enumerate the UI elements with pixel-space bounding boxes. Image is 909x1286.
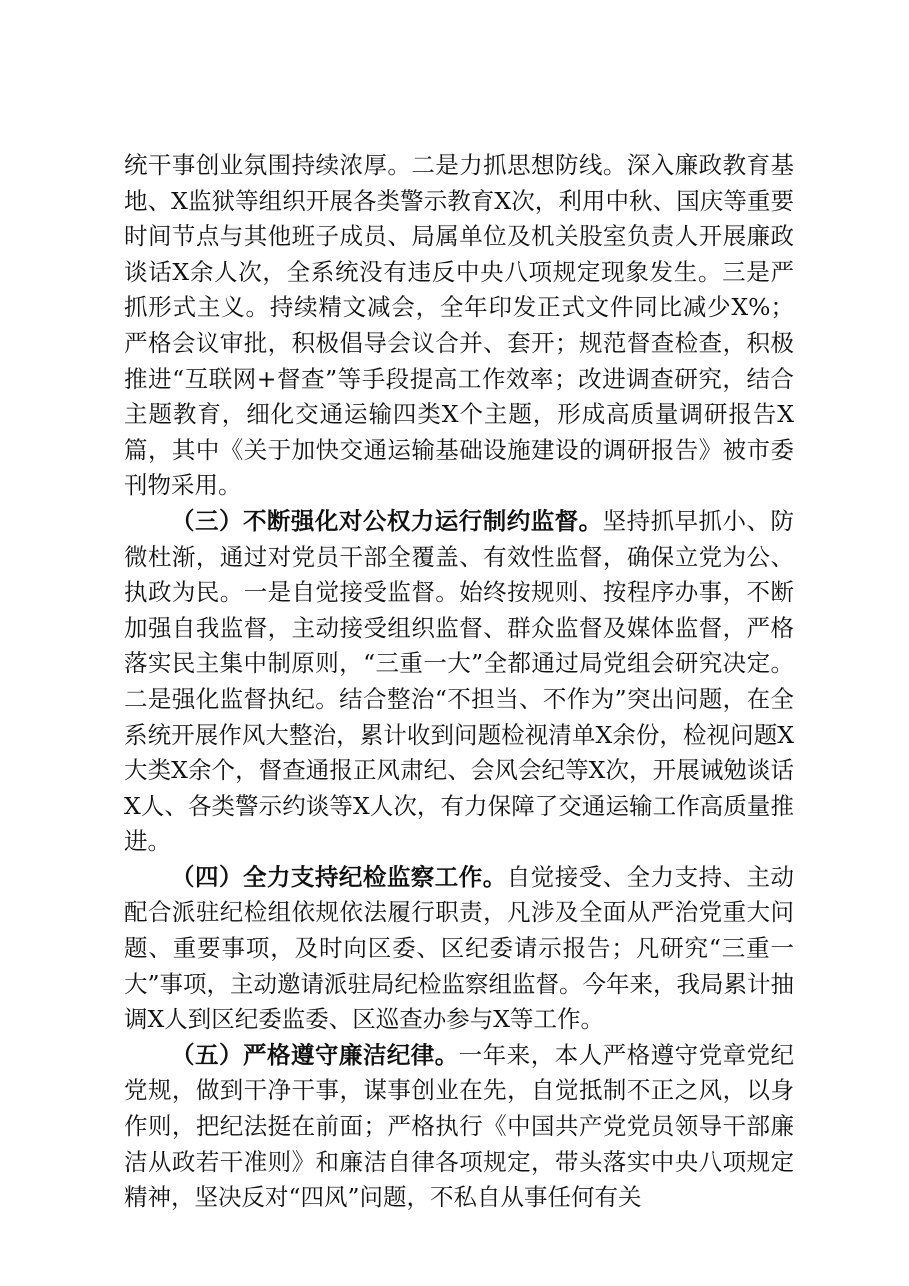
paragraph-body: 自觉接受、全力支持、主动配合派驻纪检组依规依法履行职责，凡涉及全面从严治党重大问题、重要事项，及时向区委、区纪委请示报告；凡研究“三重一大”事项，主动邀请派驻局纪检监察组监督。今年来，我局累计抽调X人到区纪委监委、区巡查办参与X等工作。	[124, 862, 795, 1034]
paragraph-oversight	[124, 504, 794, 860]
paragraph-continuation	[124, 148, 794, 504]
section-heading-5: （五）严格遵守廉洁纪律。	[171, 1040, 459, 1069]
paragraph-body: 统干事创业氛围持续浓厚。二是力抓思想防线。深入廉政教育基地、X监狱等组织开展各类警示教育X次，利用中秋、国庆等重要时间节点与其他班子成员、局属单位及机关股室负责人开展廉政谈话X余人次，全系统没有违反中央八项规定现象发生。三是严抓形式主义。持续精文减会，全年印发正式文件同比减少X%；严格会议审批，积极倡导会议合并、套开；规范督查检查，积极推进“互联网+督查”等手段提高工作效率；改进调查研究，结合主题教育，细化交通运输四类X个主题，形成高质量调研报告X篇，其中《关于加快交通运输基础设施建设的调研报告》被市委刊物采用。	[124, 151, 794, 500]
paragraph-body: 一年来，本人严格遵守党章党纪党规，做到干净干事，谋事创业在先，自觉抵制不正之风，以身作则，把纪法挺在前面；严格执行《中国共产党党员领导干部廉洁从政若干准则》和廉洁自律各项规定，带头落实中央八项规定精神，坚决反对“四风”问题，不私自从事任何有关	[124, 1040, 795, 1212]
paragraph-integrity	[124, 1038, 794, 1216]
section-heading-3: （三）不断强化对公权力运行制约监督。	[171, 506, 603, 535]
paragraph-body: 坚持抓早抓小、防微杜渐，通过对党员干部全覆盖、有效性监督，确保立党为公、执政为民。一是自觉接受监督。始终按规则、按程序办事，不断加强自我监督，主动接受组织监督、群众监督及媒体监督，严格落实民主集中制原则，“三重一大”全都通过局党组会研究决定。二是强化监督执纪。结合整治“不担当、不作为”突出问题，在全系统开展作风大整治，累计收到问题检视清单X余份，检视问题X大类X余个，督查通报正风肃纪、会风会纪等X次，开展诫勉谈话X人、各类警示约谈等X人次，有力保障了交通运输工作高质量推进。	[124, 506, 795, 856]
paragraph-discipline-support	[124, 860, 794, 1038]
section-heading-4: （四）全力支持纪检监察工作。	[171, 862, 507, 891]
document-body	[124, 148, 794, 1216]
